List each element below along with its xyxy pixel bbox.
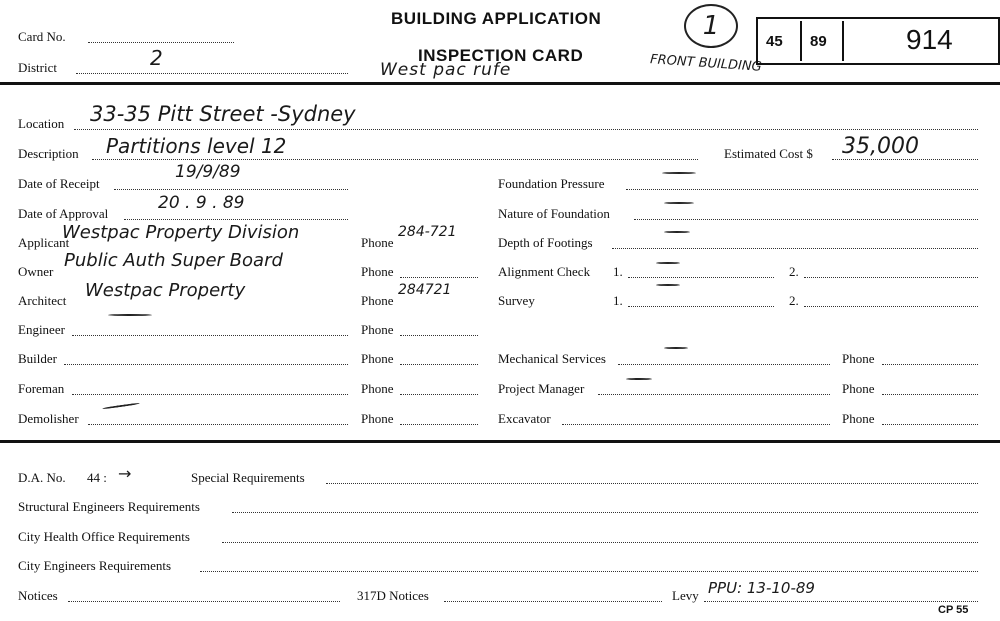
date-of-receipt-value: 19/9/89 [175,162,241,182]
mechanical-phone-label: Phone [842,351,875,366]
alignment-item-1: 1. [613,264,623,279]
da-no-label: D.A. No. [18,470,66,485]
levy-label: Levy [672,588,699,603]
box-number-value: 914 [906,24,953,55]
applicant-phone-value: 284-721 [398,224,457,240]
date-of-approval-label: Date of Approval [18,206,109,221]
builder-phone-label: Phone [361,351,394,366]
note-right: FRONT BUILDING [649,52,763,75]
location-line [74,129,978,130]
project-manager-label: Project Manager [498,381,585,396]
owner-phone-label: Phone [361,264,394,279]
owner-label: Owner [18,264,54,279]
form-code: CP 55 [938,604,969,616]
demolisher-label: Demolisher [18,411,79,426]
box-b-value: 89 [810,33,827,50]
district-line [76,73,348,74]
applicant-value: Westpac Property Division [62,222,300,243]
architect-phone-label: Phone [361,293,394,308]
structural-requirements-label: Structural Engineers Requirements [18,499,200,514]
foreman-label: Foreman [18,381,65,396]
excavator-label: Excavator [498,411,551,426]
middle-divider [0,440,1000,443]
architect-underline-mark [108,314,152,316]
form-title-line1: BUILDING APPLICATION [391,9,602,28]
nature-of-foundation-label: Nature of Foundation [498,206,610,221]
city-engineers-requirements-label: City Engineers Requirements [18,558,172,573]
special-requirements-label: Special Requirements [191,470,305,485]
da-arrow-mark: → [118,464,132,483]
district-value: 2 [150,46,163,70]
card-no-line [88,42,234,43]
engineer-label: Engineer [18,322,65,337]
alignment-check-label: Alignment Check [498,264,591,279]
notices-317d-label: 317D Notices [357,588,429,603]
foundation-pressure-label: Foundation Pressure [498,176,605,191]
architect-phone-value: 284721 [398,282,452,298]
date-of-approval-value: 20 . 9 . 89 [158,193,245,213]
survey-item-1: 1. [613,293,623,308]
applicant-phone-label: Phone [361,235,394,250]
da-no-value: 44 : [87,470,107,485]
survey-label: Survey [498,293,535,308]
location-label: Location [18,116,65,131]
demolisher-dash-mark [102,402,140,409]
location-value: 33-35 Pitt Street -Sydney [90,102,356,126]
estimated-cost-label: Estimated Cost $ [724,146,813,161]
description-label: Description [18,146,79,161]
description-value: Partitions level 12 [106,134,287,158]
architect-label: Architect [18,293,67,308]
depth-of-footings-label: Depth of Footings [498,235,593,250]
description-line [92,159,698,160]
mechanical-services-label: Mechanical Services [498,351,606,366]
card-no-label: Card No. [18,29,66,44]
city-health-requirements-label: City Health Office Requirements [18,529,190,544]
estimated-cost-line [832,159,978,160]
note-under-title: West pac rufe [380,60,512,80]
owner-value: Public Auth Super Board [64,250,283,271]
demolisher-phone-label: Phone [361,411,394,426]
estimated-cost-value: 35,000 [842,134,919,159]
survey-item-2: 2. [789,293,799,308]
box-a-value: 45 [766,33,783,50]
alignment-item-2: 2. [789,264,799,279]
levy-value: PPU: 13-10-89 [708,579,815,597]
excavator-phone-label: Phone [842,411,875,426]
notices-label: Notices [18,588,58,603]
date-of-receipt-label: Date of Receipt [18,176,100,191]
applicant-label: Applicant [18,235,70,250]
card-number-box [756,17,1000,65]
district-label: District [18,60,57,75]
engineer-phone-label: Phone [361,322,394,337]
architect-value: Westpac Property [85,280,246,301]
builder-label: Builder [18,351,57,366]
top-divider [0,82,1000,85]
project-manager-phone-label: Phone [842,381,875,396]
foreman-phone-label: Phone [361,381,394,396]
form-title-line2: INSPECTION CARD [418,46,584,65]
circled-number: 1 [684,4,738,48]
